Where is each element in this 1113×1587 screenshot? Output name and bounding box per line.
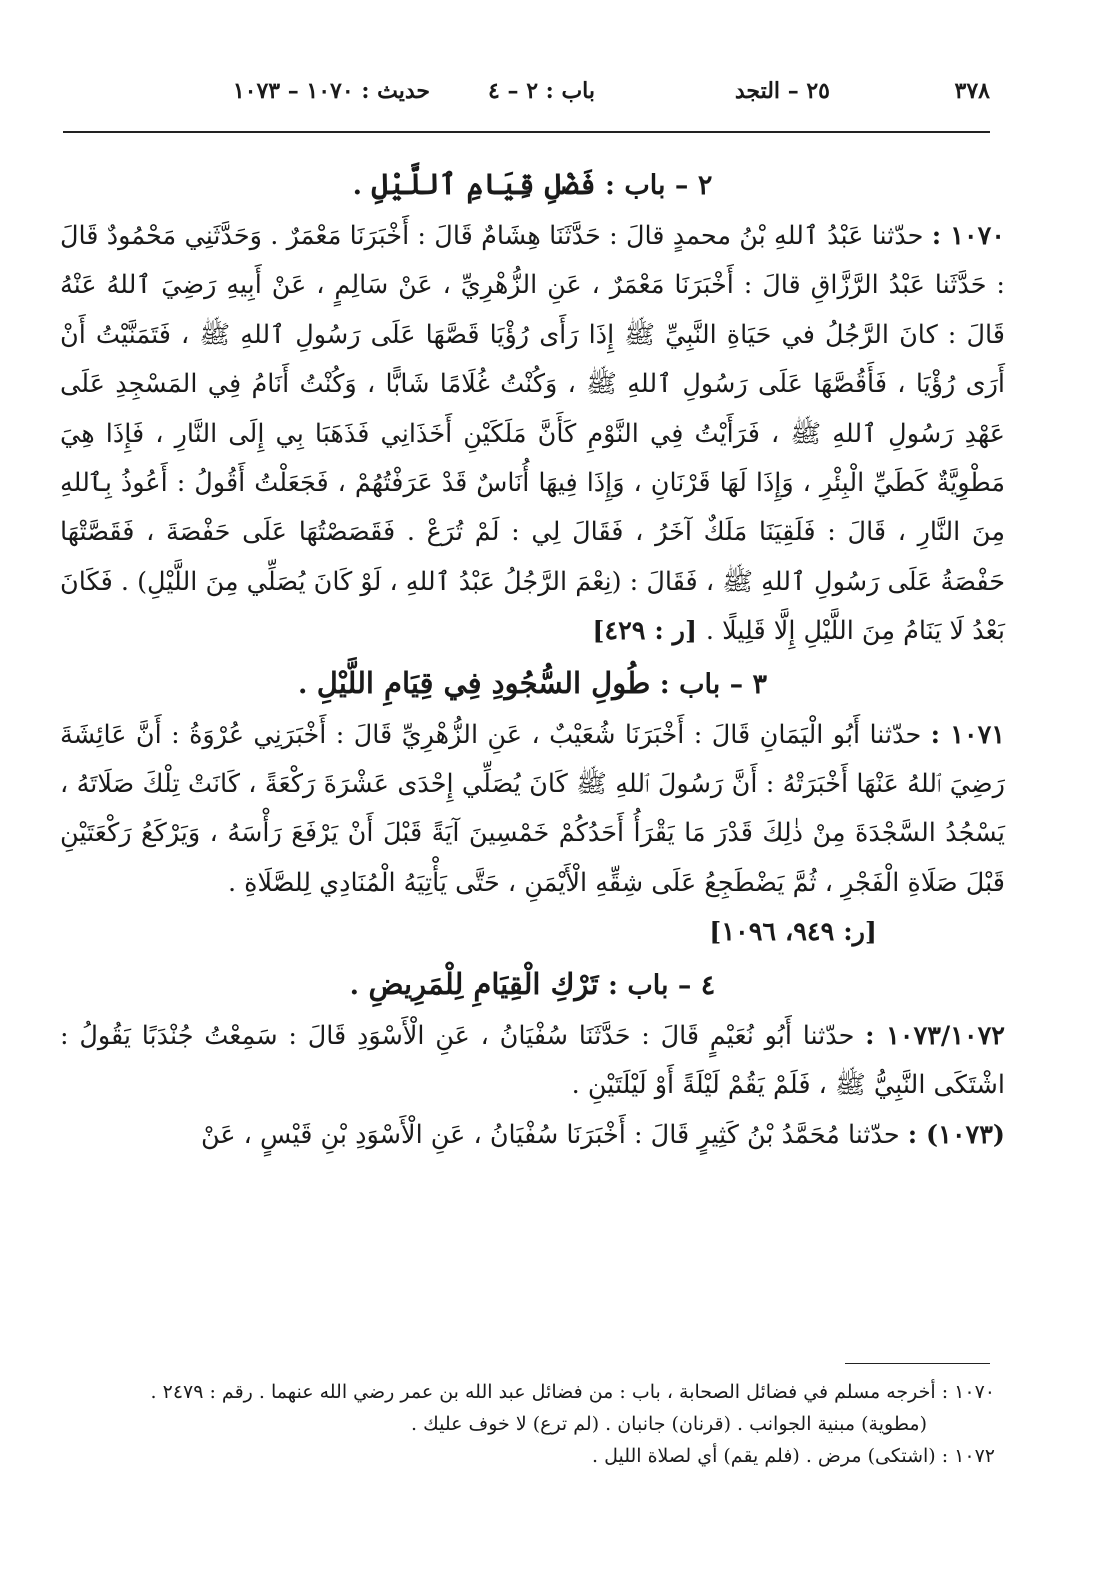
hadith-1073: [60, 1111, 1005, 1160]
footnote-1072: ١٠٧٢ : (اشتكى) مرض . (فلم يقم) أي لصلاة الليل .: [592, 1445, 995, 1467]
hadith-text: حدّثنا أَبُو الْيَمَانِ قَالَ : أَخْبَرَنَا شُعَيْبٌ ، عَنِ الزُّهْرِيِّ قَالَ : أَخْبَرَنِي عُرْوَةُ : أَنَّ عَائِشَةَ رَضِيَ ٱللهُ عَنْهَا أَخْبَرَتْهُ : أَنَّ رَسُولَ ٱللهِ ﷺ كَانَ يُصَلِّي إِحْدَى عَشْرَةَ رَكْعَةً ، كَانَتْ تِلْكَ صَلَاتَهُ ، يَسْجُدُ السَّجْدَةَ مِنْ ذٰلِكَ قَدْرَ مَا يَقْرَأُ أَحَدُكُمْ خَمْسِينَ آيَةً قَبْلَ أَنْ يَرْفَعَ رَأْسَهُ ، وَيَرْكَعُ رَكْعَتَيْنِ قَبْلَ صَلَاةِ الْفَجْرِ ، ثُمَّ يَضْطَجِعُ عَلَى شِقِّهِ الْأَيْمَنِ ، حَتَّى يَأْتِيَهُ الْمُنَادِي لِلصَّلَاةِ .: [60, 719, 1005, 898]
chapter-heading-3: [60, 657, 1005, 711]
header-divider: [63, 131, 990, 133]
hadith-number: ١٠٧١ :: [930, 719, 1005, 750]
chapter-number: ٣ – باب :: [650, 668, 768, 700]
hadith-1072: [60, 1012, 1005, 1111]
chapter-end: .: [352, 170, 372, 201]
chapter-number: ٤ – باب :: [598, 969, 716, 1001]
hadith-number: ١٠٧٠ :: [931, 221, 1005, 251]
chapter-end: .: [297, 668, 317, 700]
hadith-references: [ر: ٩٤٩، ١٠٩٦]: [709, 917, 877, 948]
footnotes: [60, 1376, 995, 1472]
hadith-range: حديث : ١٠٧٠ – ١٠٧٣: [232, 78, 430, 104]
footnote-1070-glossary: (مطوية) مبنية الجوانب . (قرنان) جانبان . (لم ترع) لا خوف عليك .: [411, 1413, 927, 1435]
footnote-divider: [845, 1363, 990, 1364]
chapter-number: ٢ – باب :: [595, 170, 713, 201]
chapter-end: .: [349, 969, 369, 1001]
chapter-heading-2: [60, 158, 1005, 212]
chapter-heading-4: [60, 958, 1005, 1012]
hadith-number: (١٠٧٣) :: [907, 1119, 1005, 1150]
hadith-1070: [60, 212, 1005, 657]
chapter-title: طُولِ السُّجُودِ فِي قِيَامِ اللَّيْلِ: [316, 665, 651, 700]
hadith-number: ١٠٧٣/١٠٧٢ :: [865, 1020, 1005, 1051]
footnote-1070: ١٠٧٠ : أخرجه مسلم في فضائل الصحابة ، باب : من فضائل عبد الله بن عمر رضي الله عنهما . رقم : ٢٤٧٩ .: [150, 1381, 995, 1403]
bab-range: باب : ٢ – ٤: [488, 78, 595, 104]
hadith-1071: [60, 711, 1005, 909]
hadith-references: [ر : ٤٢٩]: [592, 616, 706, 647]
hadith-text: حدّثنا أَبُو نُعَيْمٍ قَالَ : حَدَّثَنَا سُفْيَانُ ، عَنِ الْأَسْوَدِ قَالَ : سَمِعْتُ جُنْدَبًا يَقُولُ : اشْتَكَى النَّبِيُّ ﷺ ، فَلَمْ يَقُمْ لَيْلَةً أَوْ لَيْلَتَيْنِ .: [60, 1020, 1005, 1101]
running-header: [200, 78, 990, 112]
chapter-title: تَرْكِ الْقِيَامِ لِلْمَرِيضِ: [368, 966, 599, 1001]
page-number: ٣٧٨: [954, 78, 990, 104]
main-text: [60, 158, 1005, 1160]
chapter-title: فَضْلِ قِيَامِ ٱللَّيْلِ: [371, 167, 596, 201]
hadith-1071-refs-line: [60, 908, 1005, 957]
hadith-text: حدّثنا مُحَمَّدُ بْنُ كَثِيرٍ قَالَ : أَخْبَرَنَا سُفْيَانُ ، عَنِ الْأَسْوَدِ بْنِ قَيْسٍ ، عَنْ: [200, 1119, 908, 1150]
book-title: ٢٥ – التجد: [734, 78, 830, 104]
hadith-text: حدّثنا عَبْدُ ٱللهِ بْنُ محمدٍ قالَ : حَدَّثَنَا هِشَامٌ قَالَ : أَخْبَرَنَا مَعْمَرٌ . وَحَدَّثَنِي مَحْمُودٌ قَالَ : حَدَّثَنا عَبْدُ الرَّزَّاقِ قالَ : أَخْبَرَنَا مَعْمَرٌ ، عَنِ الزُّهْرِيِّ ، عَنْ سَالِمٍ ، عَنْ أَبِيهِ رَضِيَ ٱللهُ عَنْهُ قَالَ : كانَ الرَّجُلُ في حَيَاةِ النَّبِيِّ ﷺ إِذَا رَأَى رُؤْيَا قَصَّهَا عَلَى رَسُولِ ٱللهِ ﷺ ، فَتَمَنَّيْتُ أَنْ أَرَى رُؤْيَا ، فَأَقُصَّهَا عَلَى رَسُولِ ٱللهِ ﷺ ، وَكُنْتُ غُلَامًا شَابًّا ، وَكُنْتُ أَنَامُ فِي المَسْجِدِ عَلَى عَهْدِ رَسُولِ ٱللهِ ﷺ ، فَرَأَيْتُ فِي النَّوْمِ كَأَنَّ مَلَكَيْنِ أَخَذَانِي فَذَهَبَا بِي إِلَى النَّارِ ، فَإِذَا هِيَ مَطْوِيَّةٌ كَطَيِّ الْبِئْرِ ، وَإِذَا لَهَا قَرْنَانِ ، وَإِذَا فِيهَا أُنَاسٌ قَدْ عَرَفْتُهُمْ ، فَجَعَلْتُ أَقُولُ : أَعُوذُ بِٱللهِ مِنَ النَّارِ ، قَالَ : فَلَقِيَنَا مَلَكٌ آخَرُ ، فَقَالَ لِي : لَمْ تُرَعْ . فَقَصَصْتُهَا عَلَى حَفْصَةَ ، فَقَصَّتْهَا حَفْصَةُ عَلَى رَسُولِ ٱللهِ ﷺ ، فَقَالَ : (نِعْمَ الرَّجُلُ عَبْدُ ٱللهِ ، لَوْ كَانَ يُصَلِّي مِنَ اللَّيْلِ) . فَكَانَ بَعْدُ لَا يَنَامُ مِنَ اللَّيْلِ إِلَّا قَلِيلًا .: [60, 221, 1005, 647]
